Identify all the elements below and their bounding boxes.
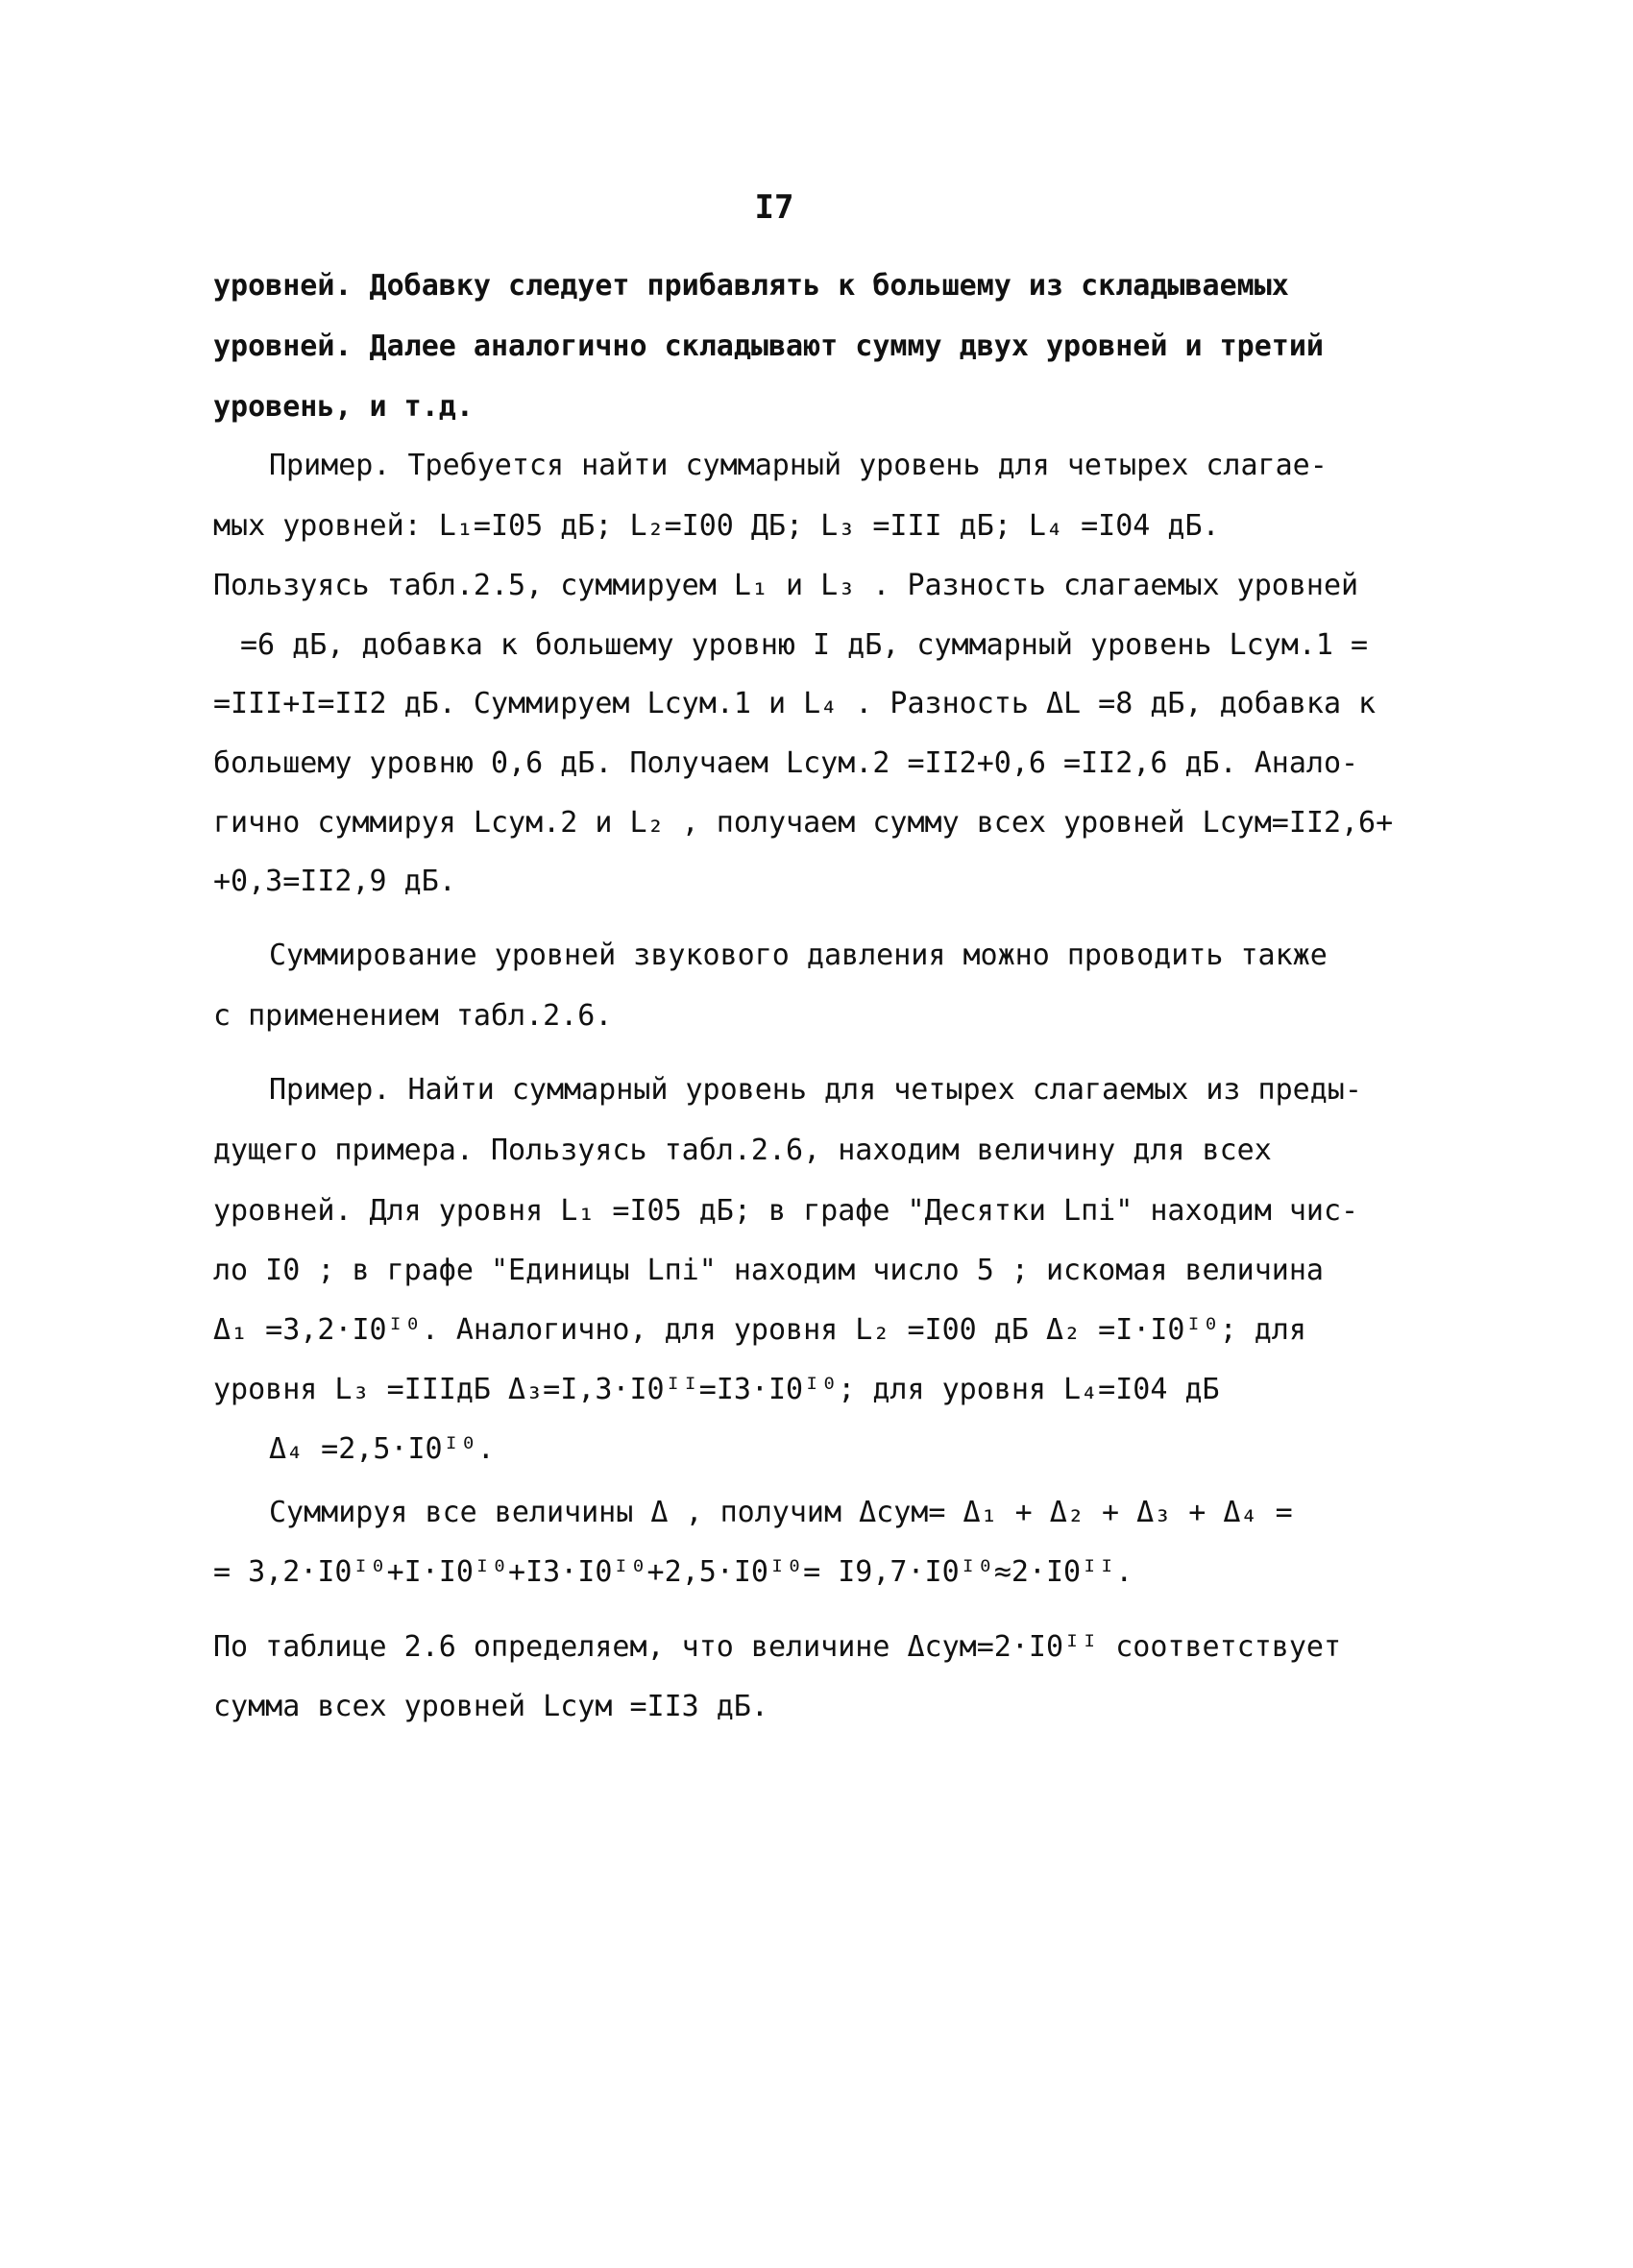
text-line: большему уровню 0,6 дБ. Получаем Lсум.2 =II2+0,6 =II2,6 дБ. Анало- <box>213 746 1359 780</box>
text-line: уровней. Для уровня L₁ =I05 дБ; в графе "Десятки Lпі" находим чис- <box>213 1194 1359 1228</box>
text-line: уровень, и т.д. <box>213 390 474 424</box>
text-line: с применением табл.2.6. <box>213 999 613 1033</box>
text-line: +0,3=II2,9 дБ. <box>213 865 456 898</box>
text-line: = 3,2·I0ᴵ⁰+I·I0ᴵ⁰+I3·I0ᴵ⁰+2,5·I0ᴵ⁰= I9,7·I0ᴵ⁰≈2·I0ᴵᴵ. <box>213 1555 1133 1589</box>
text-line: уровня L₃ =IIIдБ Δ₃=I,3·I0ᴵᴵ=I3·I0ᴵ⁰; для уровня L₄=I04 дБ <box>213 1373 1220 1406</box>
text-line: уровней. Добавку следует прибавлять к большему из складываемых <box>213 269 1289 303</box>
text-line: ло I0 ; в графе "Единицы Lпі" находим число 5 ; искомая величина <box>213 1254 1324 1287</box>
text-line: Суммируя все величины Δ , получим Δсум= Δ₁ + Δ₂ + Δ₃ + Δ₄ = <box>269 1496 1293 1529</box>
text-line: =6 дБ, добавка к большему уровню I дБ, суммарный уровень Lсум.1 = <box>240 628 1368 662</box>
text-line: Δ₄ =2,5·I0ᴵ⁰. <box>269 1432 495 1466</box>
text-line: Суммирование уровней звукового давления можно проводить также <box>269 939 1328 972</box>
text-line: Δ₁ =3,2·I0ᴵ⁰. Аналогично, для уровня L₂ =I00 дБ Δ₂ =I·I0ᴵ⁰; для <box>213 1313 1306 1347</box>
text-line: Пример. Требуется найти суммарный уровень для четырех слагае- <box>269 449 1328 482</box>
text-line: Пример. Найти суммарный уровень для четырех слагаемых из преды- <box>269 1073 1362 1107</box>
text-line: гично суммируя Lсум.2 и L₂ , получаем сумму всех уровней Lсум=II2,6+ <box>213 806 1394 840</box>
text-line: сумма всех уровней Lсум =II3 дБ. <box>213 1690 768 1723</box>
text-line: уровней. Далее аналогично складывают сумму двух уровней и третий <box>213 329 1324 363</box>
text-line: дущего примера. Пользуясь табл.2.6, находим величину для всех <box>213 1134 1272 1167</box>
text-line: мых уровней: L₁=I05 дБ; L₂=I00 ДБ; L₃ =III дБ; L₄ =I04 дБ. <box>213 509 1220 543</box>
text-line: По таблице 2.6 определяем, что величине Δсум=2·I0ᴵᴵ соответствует <box>213 1630 1341 1664</box>
page-number: I7 <box>754 188 794 227</box>
text-line: Пользуясь табл.2.5, суммируем L₁ и L₃ . Разность слагаемых уровней <box>213 569 1359 602</box>
text-line: =III+I=II2 дБ. Суммируем Lсум.1 и L₄ . Разность ΔL =8 дБ, добавка к <box>213 687 1377 720</box>
